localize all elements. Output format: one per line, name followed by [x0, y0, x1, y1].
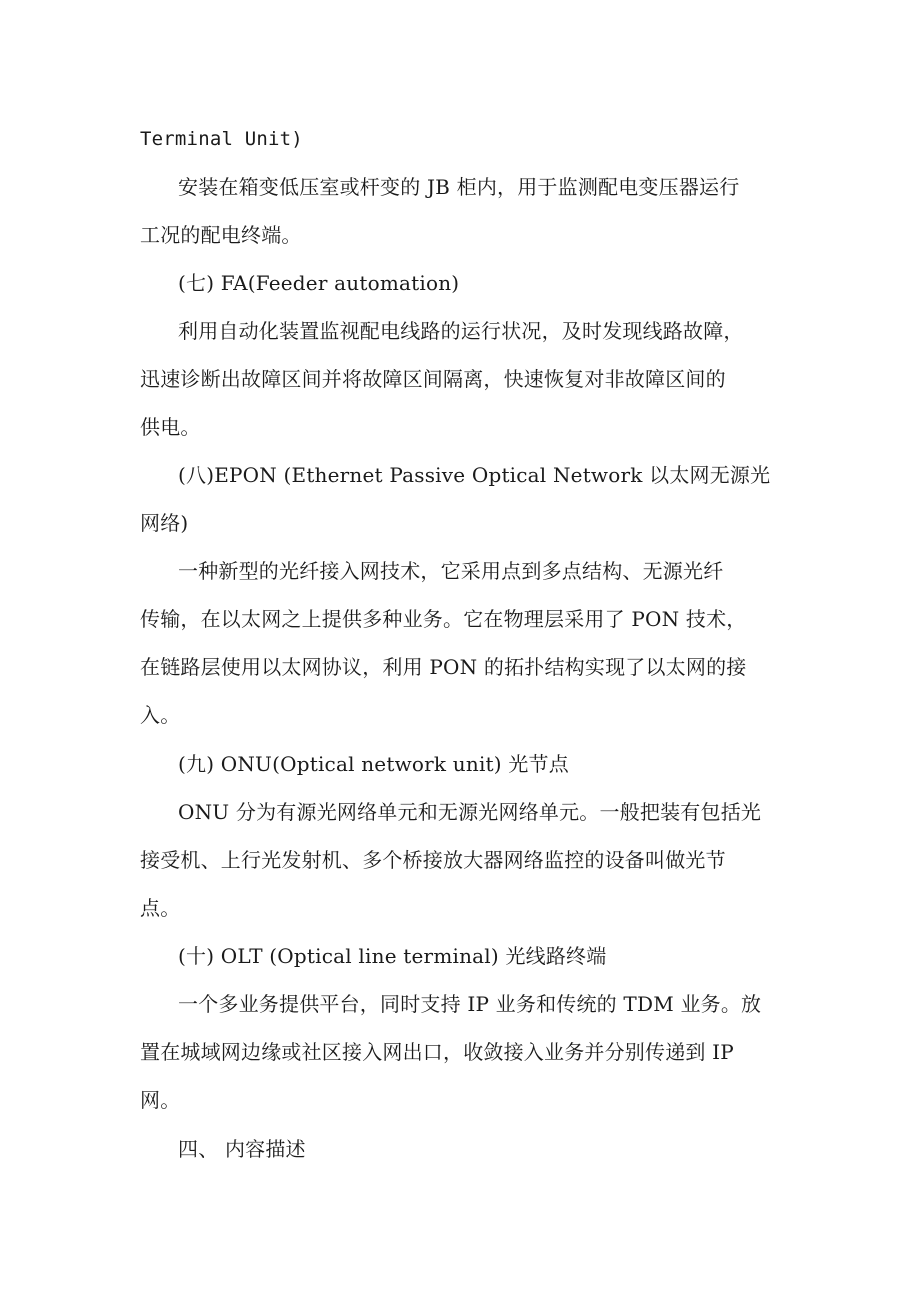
text-line: 入。: [140, 703, 181, 727]
text-line: 工况的配电终端。: [140, 223, 302, 247]
section-heading: (八)EPON (Ethernet Passive Optical Network 以太网无源光: [178, 463, 771, 487]
chapter-heading: 四、 内容描述: [178, 1137, 306, 1161]
section-heading: (九) ONU(Optical network unit) 光节点: [178, 752, 569, 776]
text-line: 迅速诊断出故障区间并将故障区间隔离，快速恢复对非故障区间的: [140, 367, 726, 391]
text-line: ONU 分为有源光网络单元和无源光网络单元。一般把装有包括光: [178, 800, 762, 824]
text-line: 供电。: [140, 415, 201, 439]
text-line: Terminal Unit): [140, 128, 303, 150]
section-heading-continuation: 网络): [140, 511, 189, 535]
text-line: 一个多业务提供平台，同时支持 IP 业务和传统的 TDM 业务。放: [178, 992, 762, 1016]
text-line: 安装在箱变低压室或杆变的 JB 柜内，用于监测配电变压器运行: [178, 175, 740, 199]
section-heading: (十) OLT (Optical line terminal) 光线路终端: [178, 944, 607, 968]
text-line: 传输，在以太网之上提供多种业务。它在物理层采用了 PON 技术，: [140, 607, 747, 631]
text-line: 利用自动化装置监视配电线路的运行状况，及时发现线路故障，: [178, 319, 744, 343]
text-line: 在链路层使用以太网协议，利用 PON 的拓扑结构实现了以太网的接: [140, 655, 747, 679]
text-line: 一种新型的光纤接入网技术，它采用点到多点结构、无源光纤: [178, 559, 724, 583]
text-line: 网。: [140, 1088, 181, 1112]
text-line: 点。: [140, 896, 181, 920]
text-line: 接受机、上行光发射机、多个桥接放大器网络监控的设备叫做光节: [140, 848, 726, 872]
text-line: 置在城域网边缘或社区接入网出口，收敛接入业务并分别传递到 IP: [140, 1040, 734, 1064]
section-heading: (七) FA(Feeder automation): [178, 271, 460, 295]
